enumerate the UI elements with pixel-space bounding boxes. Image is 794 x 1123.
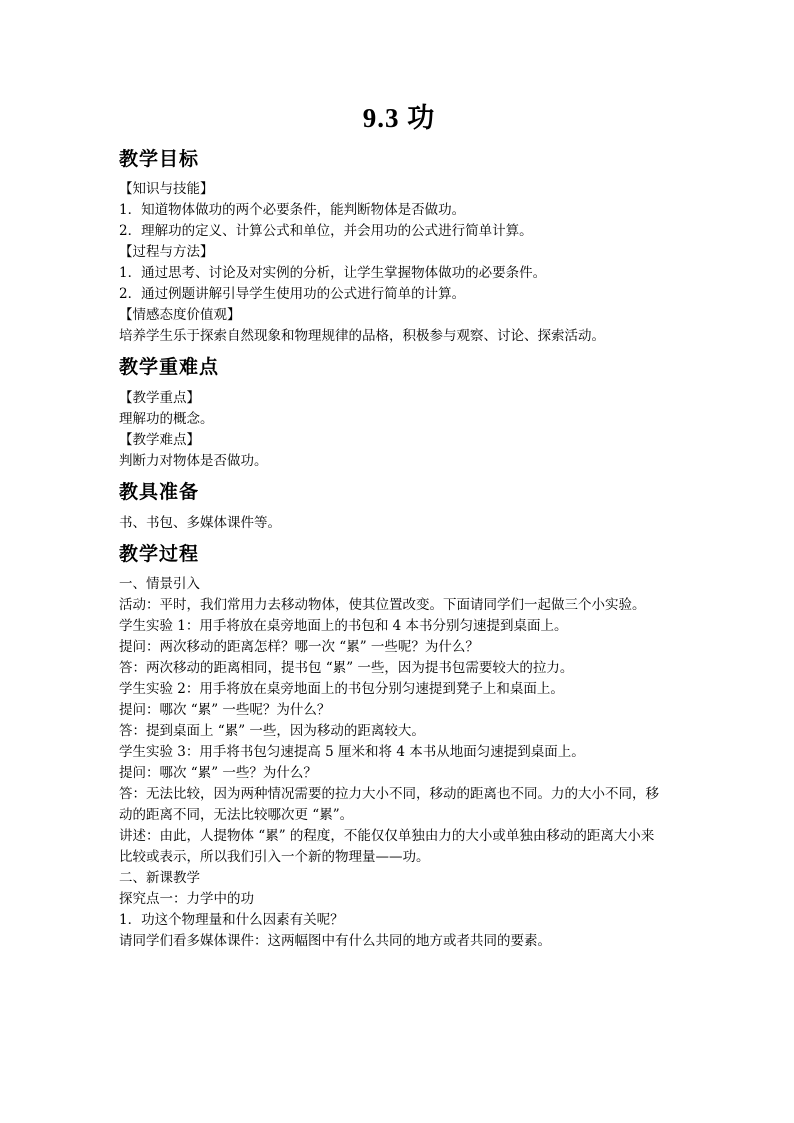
goals-line: 【情感态度价值观】 bbox=[119, 307, 241, 323]
process-line: 答：无法比较，因为两种情况需要的拉力大小不同，移动的距离也不同。力的大小不同，移 bbox=[119, 786, 659, 802]
process-line: 讲述：由此，人提物体 “累” 的程度，不能仅仅单独由力的大小或单独由移动的距离大小来 bbox=[119, 828, 655, 844]
process-line: 学生实验 3：用手将书包匀速提高 5 厘米和将 4 本书从地面匀速提到桌面上。 bbox=[119, 744, 585, 760]
goals-line: 2．通过例题讲解引导学生使用功的公式进行简单的计算。 bbox=[119, 286, 466, 302]
process-line: 答：提到桌面上 “累” 一些，因为移动的距离较大。 bbox=[119, 723, 425, 739]
process-line: 动的距离不同，无法比较哪次更 “累”。 bbox=[119, 807, 354, 823]
process-line: 比较或表示，所以我们引入一个新的物理量——功。 bbox=[119, 849, 430, 865]
process-line: 提问：哪次 “累” 一些？为什么？ bbox=[119, 765, 317, 781]
key-points-line: 判断力对物体是否做功。 bbox=[119, 453, 268, 469]
section-heading-materials: 教具准备 bbox=[119, 481, 200, 503]
section-heading-process: 教学过程 bbox=[119, 543, 200, 565]
materials-line: 书、书包、多媒体课件等。 bbox=[119, 515, 281, 531]
key-points-line: 理解功的概念。 bbox=[119, 411, 214, 427]
section-heading-key-points: 教学重难点 bbox=[119, 356, 220, 378]
goals-line: 培养学生乐于探索自然现象和物理规律的品格，积极参与观察、讨论、探索活动。 bbox=[119, 328, 605, 344]
goals-line: 2．理解功的定义、计算公式和单位，并会用功的公式进行简单计算。 bbox=[119, 223, 533, 239]
process-line: 答：两次移动的距离相同，提书包 “累” 一些，因为提书包需要较大的拉力。 bbox=[119, 660, 574, 676]
process-line: 一、情景引入 bbox=[119, 576, 200, 592]
process-line: 二、新课教学 bbox=[119, 870, 200, 886]
goals-line: 【过程与方法】 bbox=[119, 244, 214, 260]
process-line: 学生实验 2：用手将放在桌旁地面上的书包分别匀速提到凳子上和桌面上。 bbox=[119, 681, 564, 697]
process-line: 1．功这个物理量和什么因素有关呢？ bbox=[119, 912, 344, 928]
process-line: 提问：哪次 “累” 一些呢？为什么？ bbox=[119, 702, 331, 718]
key-points-line: 【教学难点】 bbox=[119, 432, 200, 448]
key-points-line: 【教学重点】 bbox=[119, 390, 200, 406]
process-line: 提问：两次移动的距离怎样？哪一次 “累” 一些呢？为什么？ bbox=[119, 639, 479, 655]
process-line: 请同学们看多媒体课件：这两幅图中有什么共同的地方或者共同的要素。 bbox=[119, 933, 551, 949]
goals-line: 1．知道物体做功的两个必要条件，能判断物体是否做功。 bbox=[119, 202, 466, 218]
section-heading-goals: 教学目标 bbox=[119, 148, 200, 170]
process-line: 探究点一：力学中的功 bbox=[119, 891, 254, 907]
page-title: 9.3 功 bbox=[362, 103, 436, 133]
process-line: 学生实验 1：用手将放在桌旁地面上的书包和 4 本书分别匀速提到桌面上。 bbox=[119, 618, 568, 634]
process-line: 活动：平时，我们常用力去移动物体，使其位置改变。下面请同学们一起做三个小实验。 bbox=[119, 597, 646, 613]
goals-line: 【知识与技能】 bbox=[119, 181, 214, 197]
goals-line: 1．通过思考、讨论及对实例的分析，让学生掌握物体做功的必要条件。 bbox=[119, 265, 547, 281]
